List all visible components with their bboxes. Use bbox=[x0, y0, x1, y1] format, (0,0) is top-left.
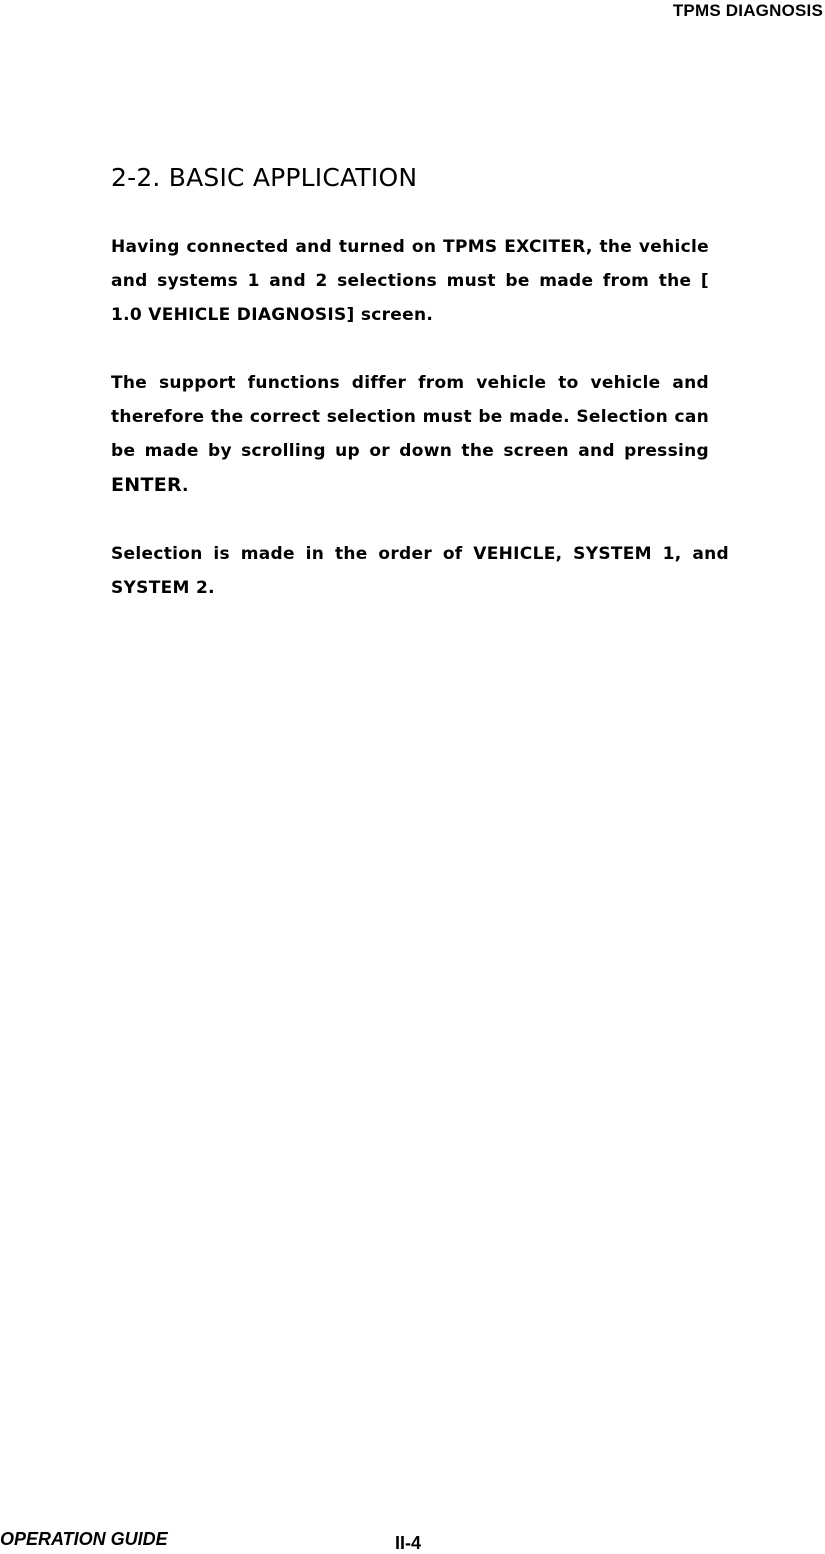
paragraph-support-functions-text: The support functions differ from vehicle to vehicle and therefore the correct selection must be made. Selection can be made by scrolling up or down the screen and pressing bbox=[111, 373, 709, 461]
paragraph-selection-order: Selection is made in the order of VEHICLE, SYSTEM 1, and SYSTEM 2. bbox=[111, 544, 729, 598]
footer-page-number: II-4 bbox=[395, 1533, 422, 1553]
footer-guide-label: OPERATION GUIDE bbox=[0, 1529, 168, 1549]
paragraph-end-period: . bbox=[181, 476, 189, 496]
section-content bbox=[111, 160, 729, 605]
enter-key-label: ENTER bbox=[111, 474, 182, 496]
running-header: TPMS DIAGNOSIS bbox=[672, 1, 823, 20]
paragraph-support-functions bbox=[111, 366, 709, 503]
section-title: 2-2. BASIC APPLICATION bbox=[111, 163, 418, 192]
paragraph-connection: Having connected and turned on TPMS EXCITER, the vehicle and systems 1 and 2 selections must be made from the [ 1.0 VEHICLE DIAGNOSIS] screen. bbox=[111, 237, 709, 325]
